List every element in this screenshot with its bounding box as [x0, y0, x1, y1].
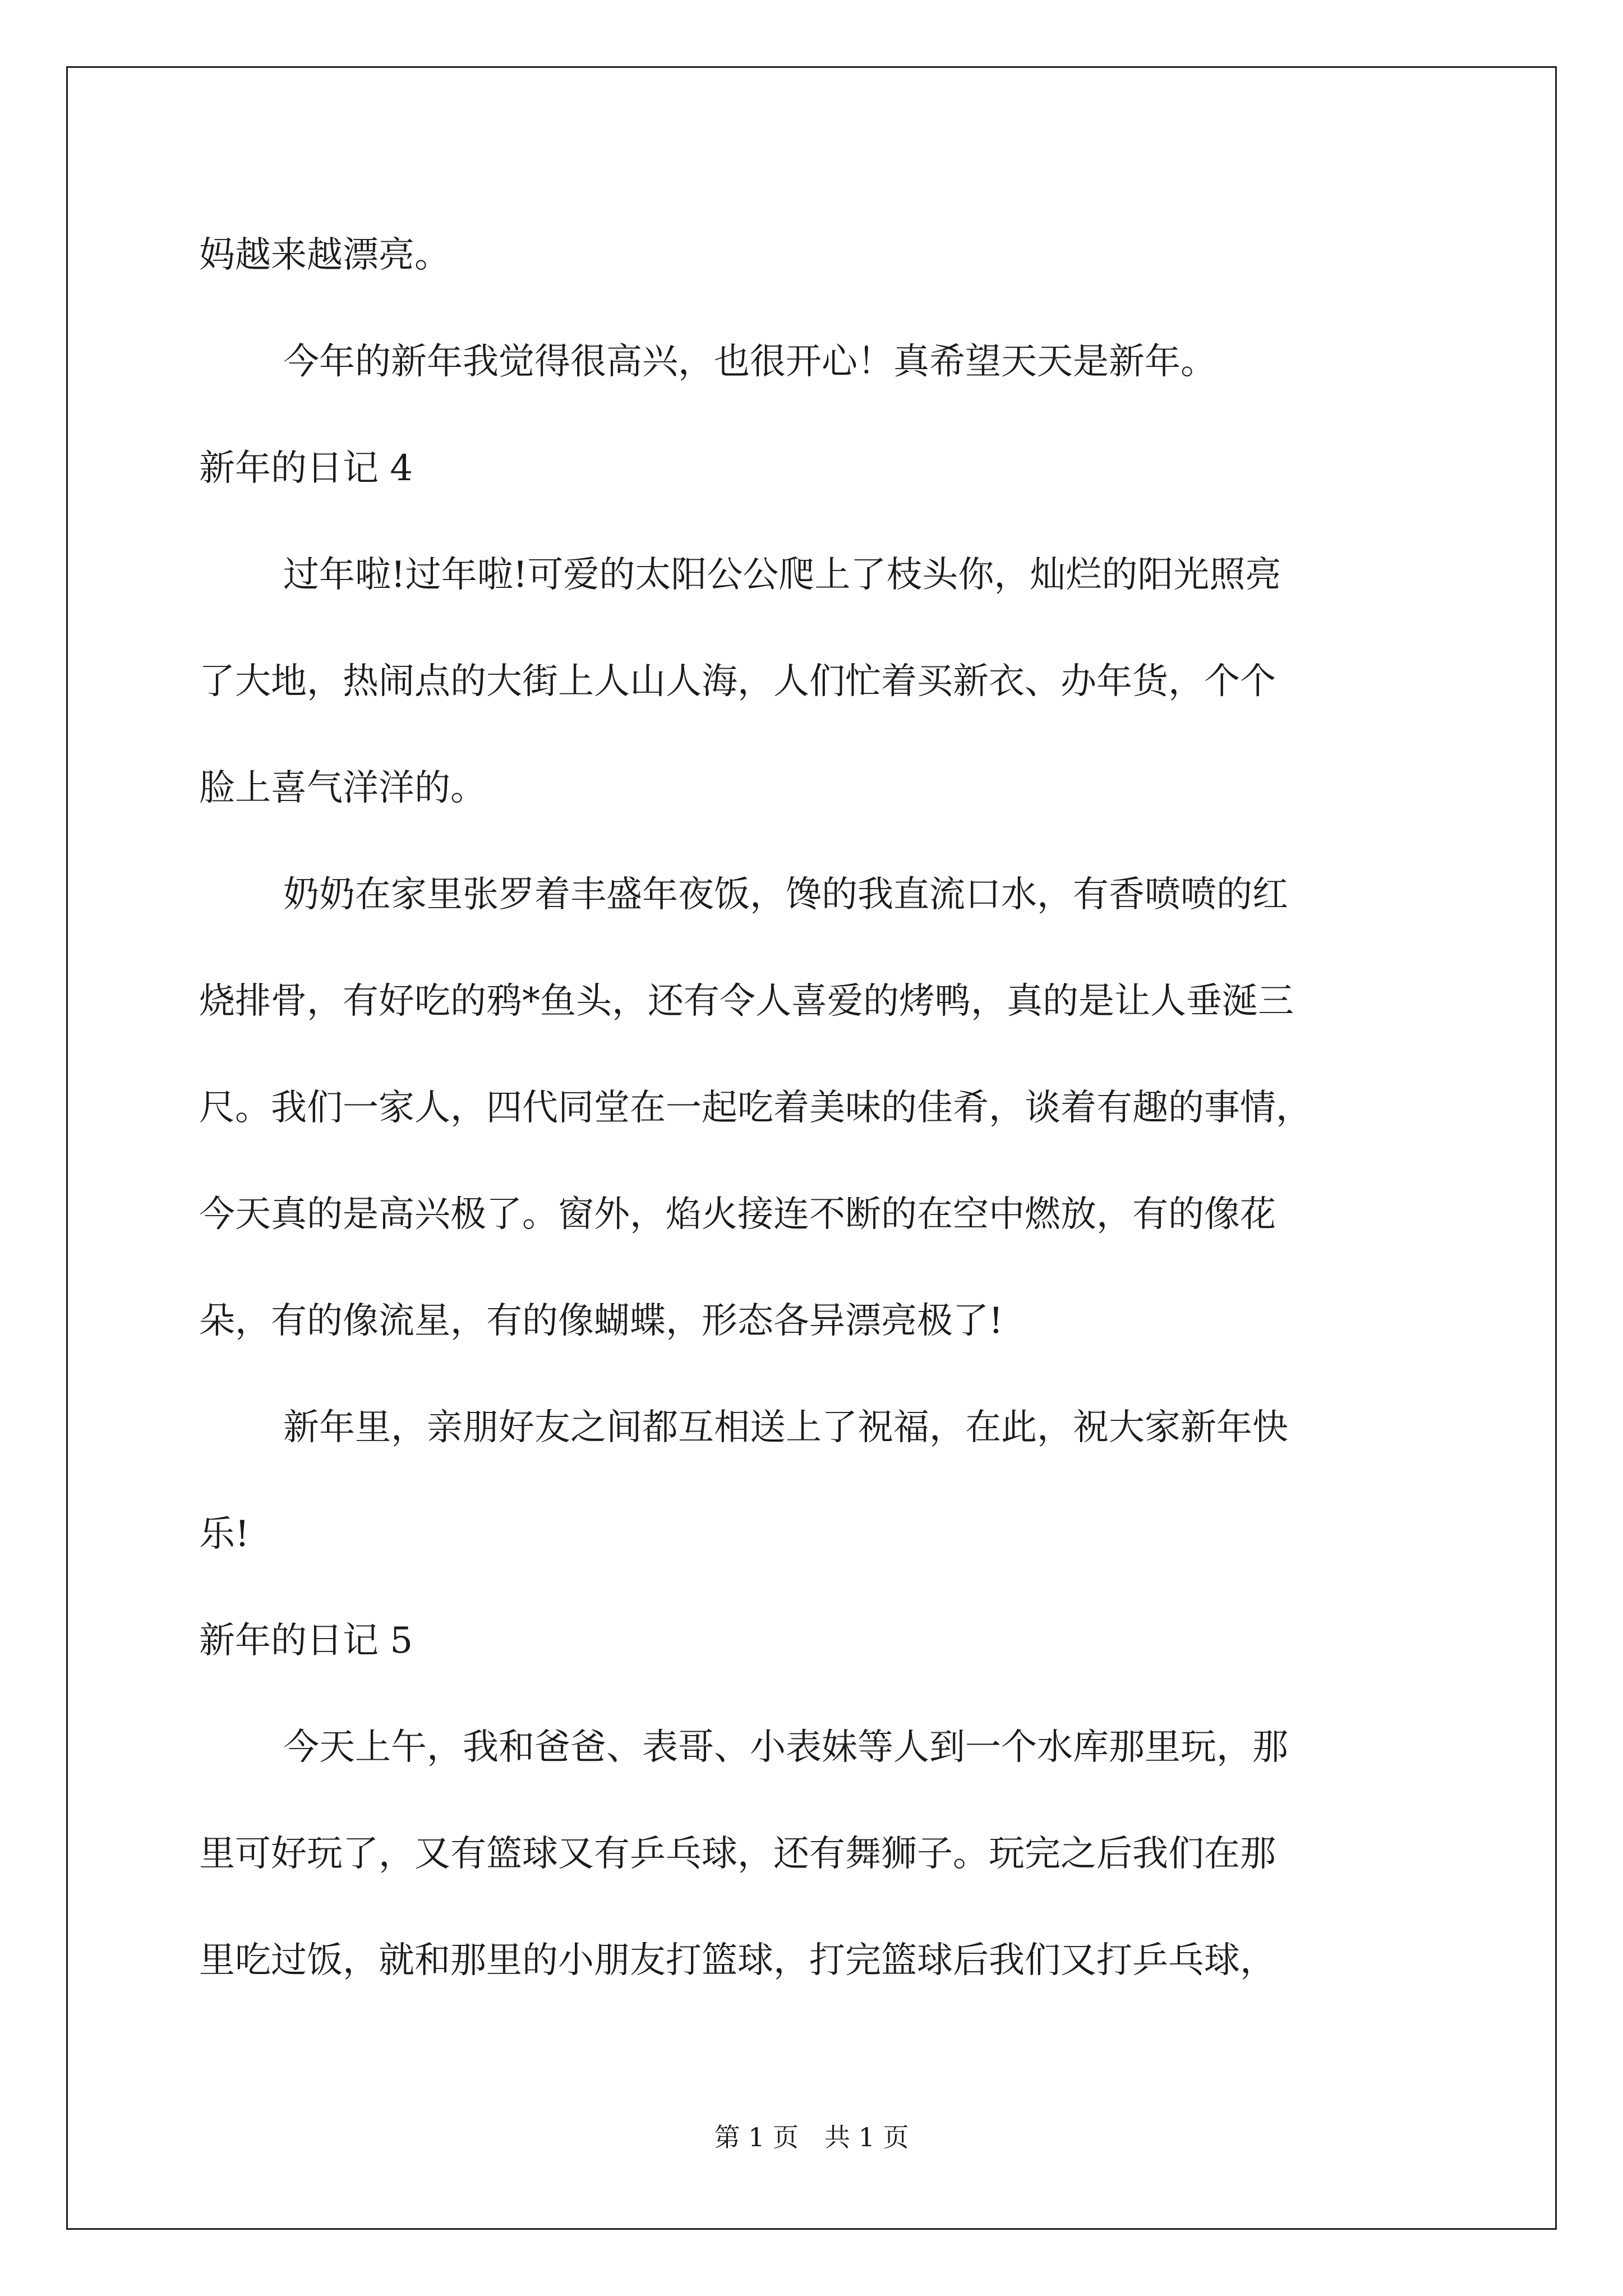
text-line: 脸上喜气洋洋的。 [199, 767, 486, 809]
text-line: 里吃过饭，就和那里的小朋友打篮球，打完篮球后我们又打乒乓球， [199, 1940, 1276, 1981]
page-footer: 第 1 页 共 1 页 [714, 2122, 909, 2152]
text-line: 奶奶在家里张罗着丰盛年夜饭，馋的我直流口水，有香喷喷的红 [283, 874, 1288, 915]
document-body [199, 202, 1438, 2014]
text-line: 新年里，亲朋好友之间都互相送上了祝福，在此，祝大家新年快 [283, 1407, 1288, 1448]
text-line: 过年啦!过年啦!可爱的太阳公公爬上了枝头你，灿烂的阳光照亮 [283, 554, 1281, 596]
text-line: 乐! [199, 1513, 250, 1555]
text-line: 尺。我们一家人，四代同堂在一起吃着美味的佳肴，谈着有趣的事情， [199, 1087, 1312, 1129]
text-line: 了大地，热闹点的大街上人山人海，人们忙着买新衣、办年货，个个 [199, 661, 1276, 702]
text-line: 烧排骨，有好吃的鸦*鱼头，还有令人喜爱的烤鸭，真的是让人垂涎三 [199, 981, 1294, 1022]
text-line: 今天真的是高兴极了。窗外，焰火接连不断的在空中燃放，有的像花 [199, 1194, 1276, 1235]
text-line: 今年的新年我觉得很高兴，也很开心！真希望天天是新年。 [283, 341, 1216, 383]
text-line: 朵，有的像流星，有的像蝴蝶，形态各异漂亮极了! [199, 1300, 1003, 1342]
section-heading: 新年的日记 4 [199, 448, 413, 489]
section-heading: 新年的日记 5 [199, 1620, 413, 1662]
text-line: 妈越来越漂亮。 [199, 234, 450, 276]
text-line: 里可好玩了，又有篮球又有乒乓球，还有舞狮子。玩完之后我们在那 [199, 1833, 1276, 1875]
text-line: 今天上午，我和爸爸、表哥、小表妹等人到一个水库那里玩，那 [283, 1727, 1288, 1768]
